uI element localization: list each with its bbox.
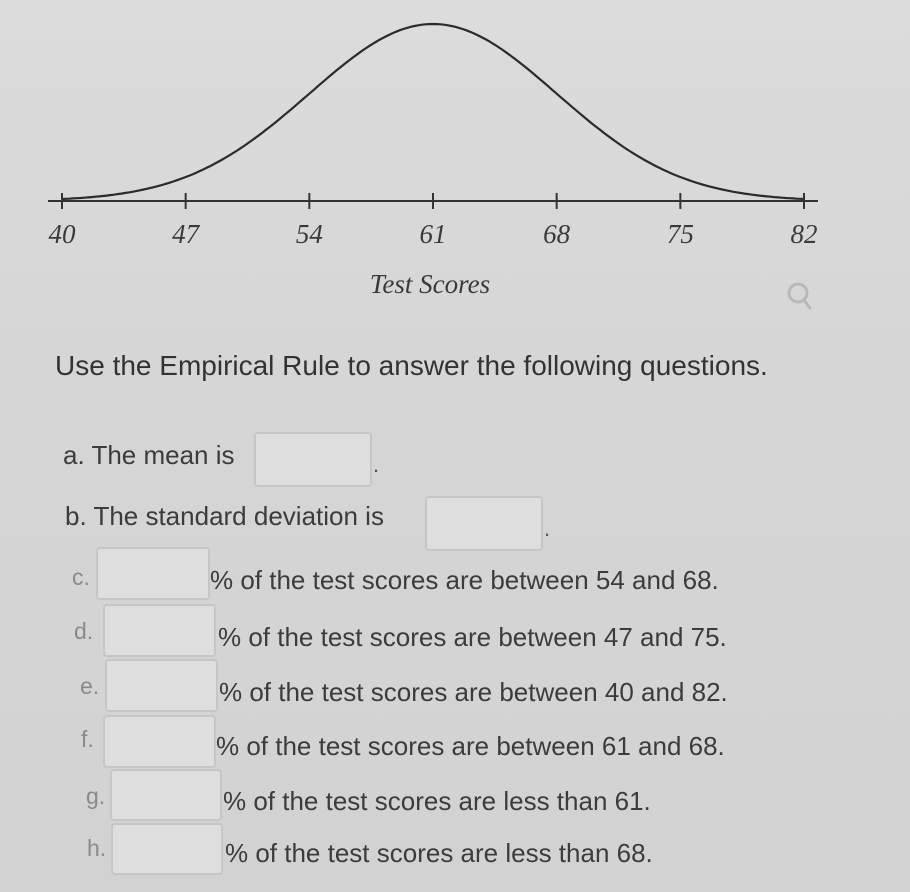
- x-tick-label: 47: [172, 219, 200, 249]
- standard-deviation-input[interactable]: [425, 496, 543, 551]
- question-g-input[interactable]: [110, 769, 222, 821]
- question-f-text: % of the test scores are between 61 and 68.: [216, 731, 725, 761]
- x-tick-label: 61: [419, 219, 447, 249]
- mean-input[interactable]: [254, 432, 372, 487]
- question-e-letter: e.: [80, 673, 100, 699]
- question-g-text: % of the test scores are less than 61.: [223, 786, 651, 816]
- question-h-letter: h.: [87, 835, 107, 861]
- question-h-text: % of the test scores are less than 68.: [225, 838, 653, 868]
- question-d-letter: d.: [74, 618, 94, 644]
- normal-curve-chart: [0, 0, 910, 330]
- x-tick-label: 82: [790, 219, 818, 249]
- question-h-input[interactable]: [111, 823, 223, 875]
- question-a-period: .: [373, 452, 380, 477]
- x-tick-label: 75: [666, 219, 694, 249]
- question-f-input[interactable]: [103, 715, 216, 768]
- question-c-text: % of the test scores are between 54 and 68.: [210, 565, 719, 595]
- question-b-label: b. The standard deviation is: [65, 501, 384, 531]
- question-f-letter: f.: [81, 726, 94, 752]
- x-axis-title: Test Scores: [369, 269, 491, 299]
- normal-curve: [62, 24, 804, 199]
- question-c-letter: c.: [72, 564, 90, 590]
- question-a-label: a. The mean is: [63, 440, 235, 470]
- search-icon[interactable]: [783, 280, 817, 314]
- question-c-input[interactable]: [96, 547, 210, 600]
- x-tick-label: 68: [543, 219, 571, 249]
- question-g-letter: g.: [86, 783, 106, 809]
- question-e-text: % of the test scores are between 40 and 82.: [219, 677, 728, 707]
- question-d-input[interactable]: [103, 604, 216, 657]
- instructions-text: Use the Empirical Rule to answer the following questions.: [55, 350, 768, 381]
- question-e-input[interactable]: [105, 659, 218, 712]
- question-b-period: .: [544, 516, 551, 541]
- x-tick-label: 54: [295, 219, 323, 249]
- question-d-text: % of the test scores are between 47 and 75.: [218, 622, 727, 652]
- x-tick-label: 40: [48, 219, 76, 249]
